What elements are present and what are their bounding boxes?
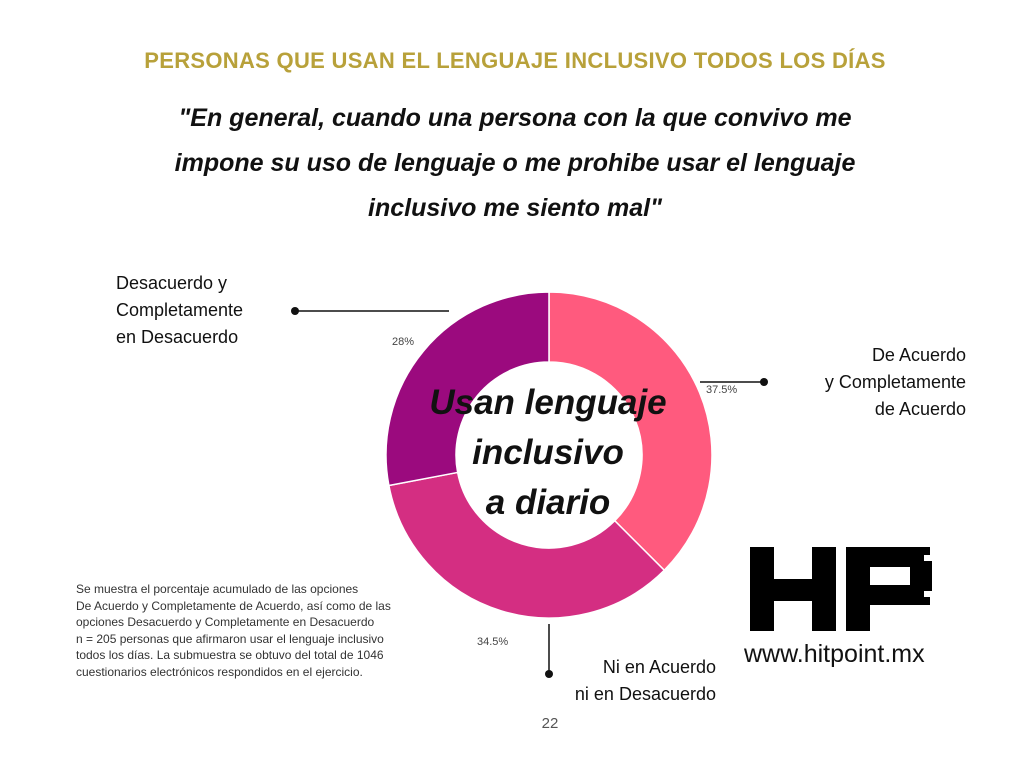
label-line: De Acuerdo	[871, 345, 966, 365]
center-label-line: inclusivo	[472, 433, 624, 472]
quote-line: inclusivo me siento mal"	[368, 194, 662, 222]
label-line: de Acuerdo	[874, 399, 966, 419]
value-label-agree: 37.5%	[706, 384, 738, 396]
label-line: en Desacuerdo	[116, 327, 239, 347]
quote-line: "En general, cuando una persona con la que convivo me	[178, 104, 852, 132]
value-label-disagree: 28%	[392, 336, 415, 348]
label-line: Ni en Acuerdo	[602, 657, 716, 677]
footnote-line: todos los días. La submuestra se obtuvo del total de 1046	[76, 648, 384, 662]
label-line: ni en Desacuerdo	[574, 684, 716, 704]
footnote-line: cuestionarios electrónicos respondidos en el ejercicio.	[76, 664, 363, 679]
footnote	[76, 581, 456, 680]
logo-url: www.hitpoint.mx	[744, 640, 925, 668]
slice-label-neutral	[540, 654, 716, 708]
footnote-line: n = 205 personas que afirmaron usar el lenguaje inclusivo	[76, 631, 384, 646]
quote-line: impone su uso de lenguaje o me prohibe usar el lenguaje	[174, 149, 856, 177]
center-label-line: a diario	[485, 483, 611, 522]
slice-label-agree	[750, 342, 966, 423]
page-number: 22	[541, 715, 559, 732]
footnote-line: opciones Desacuerdo y Completamente en Desacuerdo	[76, 615, 375, 629]
label-line: Desacuerdo y	[116, 273, 228, 293]
center-label-line: Usan lenguaje	[429, 383, 667, 422]
footnote-line: Se muestra el porcentaje acumulado de las opciones	[76, 582, 359, 596]
slice-label-disagree	[116, 270, 356, 351]
donut-center-label	[408, 378, 688, 528]
label-line: y Completamente	[824, 372, 966, 392]
footnote-line: De Acuerdo y Completamente de Acuerdo, así como de las	[76, 598, 391, 613]
value-label-neutral: 34.5%	[477, 636, 509, 648]
page-title: PERSONAS QUE USAN EL LENGUAJE INCLUSIVO TODOS LOS DÍAS	[144, 48, 886, 73]
label-line: Completamente	[116, 300, 244, 320]
hp-logo-icon	[750, 547, 932, 631]
